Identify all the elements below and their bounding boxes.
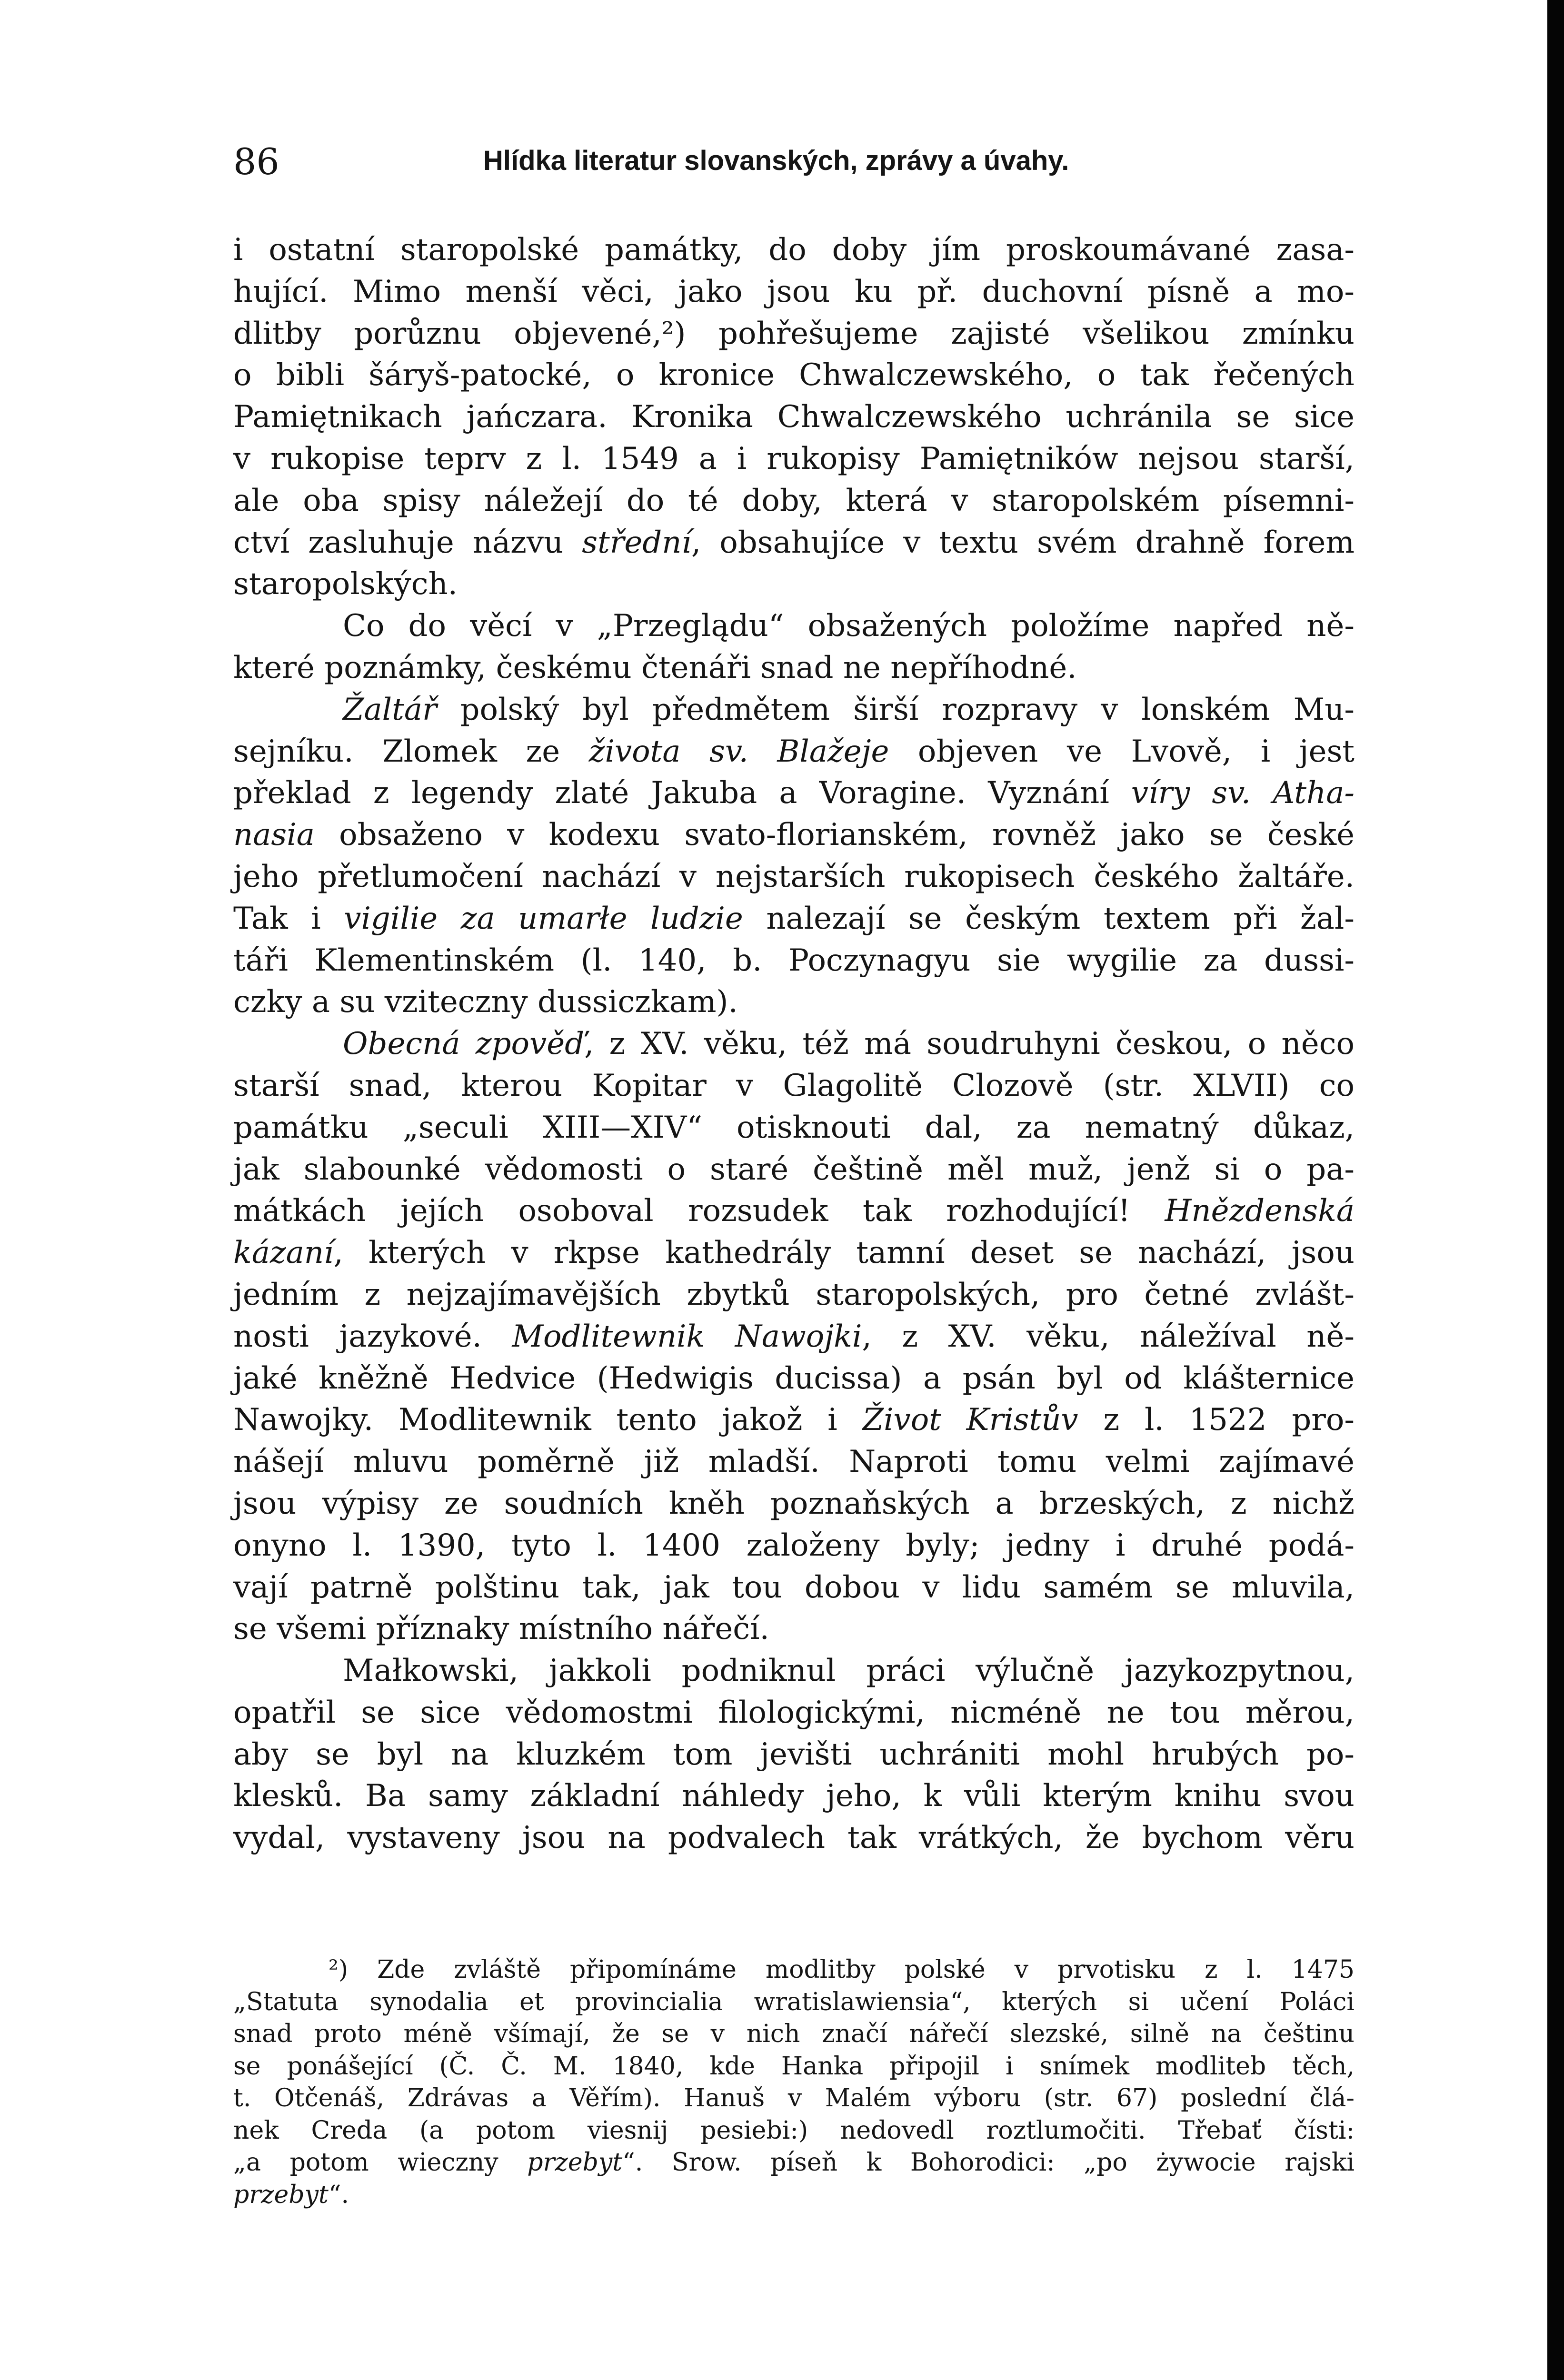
text-line	[233, 1023, 1355, 1065]
footnote-line	[233, 2051, 1355, 2083]
main-text	[233, 229, 1355, 1859]
text-line	[233, 313, 1355, 355]
text-line	[233, 1065, 1355, 1107]
text-line	[233, 1567, 1355, 1609]
text-segment: památku „seculi XIII—XIV“ otisknouti dal, za nematný důkaz,	[233, 1110, 1355, 1145]
text-segment: klesků. Ba samy základní náhledy jeho, k vůli kterým knihu svou	[233, 1778, 1355, 1814]
text-line	[233, 1608, 1355, 1650]
text-line	[233, 1692, 1355, 1734]
text-line	[233, 982, 1355, 1023]
text-segment: vají patrně polštinu tak, jak tou dobou v lidu samém se mluvila,	[233, 1569, 1355, 1605]
italic-text: nasia	[233, 817, 315, 853]
text-segment: staropolských.	[233, 566, 458, 602]
text-line	[233, 1358, 1355, 1400]
text-line	[233, 1650, 1355, 1692]
text-segment: o bibli šáryš-patocké, o kronice Chwalczewského, o tak řečených	[233, 357, 1355, 393]
text-segment: ale oba spisy náležejí do té doby, která v staropolském písemni-	[233, 483, 1355, 518]
text-segment: v rukopise teprv z l. 1549 a i rukopisy Pamiętników nejsou starší,	[233, 441, 1355, 476]
footnote-line	[233, 2018, 1355, 2051]
italic-text: Obecná zpověď	[343, 1026, 585, 1062]
text-segment: objeven ve Lvově, i jest	[889, 734, 1355, 769]
text-segment: sejníku. Zlomek ze	[233, 734, 589, 769]
text-segment: nek Creda (a potom viesnij pesiebi:) nedovedl roztlumočiti. Třebať čísti:	[233, 2116, 1355, 2145]
footnote-line	[233, 1986, 1355, 2019]
text-segment: jsou výpisy ze soudních kněh poznaňských a brzeských, z nichž	[233, 1486, 1355, 1521]
text-segment: starší snad, kterou Kopitar v Glagolitě Clozově (str. XLVII) co	[233, 1068, 1355, 1103]
text-segment: obsaženo v kodexu svato-florianském, rovněž jako se české	[314, 817, 1355, 853]
text-segment: dlitby porůznu objevené,²) pohřešujeme zajisté všelikou zmínku	[233, 316, 1355, 351]
italic-text: života sv. Blažeje	[588, 734, 889, 769]
text-line	[233, 814, 1355, 856]
text-segment: aby se byl na kluzkém tom jevišti uchrániti mohl hrubých po-	[233, 1736, 1355, 1772]
text-segment: které poznámky, českému čtenáři snad ne nepříhodné.	[233, 650, 1077, 685]
italic-text: Modlitewnik Nawojki	[512, 1319, 862, 1354]
page-number: 86	[233, 140, 279, 183]
text-segment: táři Klementinském (l. 140, b. Poczynagyu sie wygilie za dussi-	[233, 942, 1355, 978]
footnote-line	[233, 1954, 1355, 1986]
text-line	[233, 1734, 1355, 1776]
text-line	[233, 397, 1355, 438]
italic-text: Život Kristův	[862, 1402, 1078, 1438]
text-segment: „a potom wieczny	[233, 2148, 528, 2177]
text-segment: jak slabounké vědomosti o staré češtině měl muž, jenž si o pa-	[233, 1151, 1355, 1187]
text-line	[233, 438, 1355, 480]
text-line	[233, 480, 1355, 522]
text-line	[233, 898, 1355, 940]
italic-text: Žaltář	[343, 692, 437, 727]
text-segment: hující. Mimo menší věci, jako jsou ku př. duchovní písně a mo-	[233, 274, 1355, 309]
text-segment: “.	[328, 2180, 349, 2209]
text-line	[233, 1817, 1355, 1859]
text-line	[233, 1399, 1355, 1441]
text-segment: “. Srow. píseň k Bohorodici: „po żywocie rajski	[622, 2148, 1355, 2177]
text-segment: , obsahujíce v textu svém drahně forem	[691, 525, 1355, 560]
italic-text: przebyt	[527, 2148, 623, 2177]
text-segment: onyno l. 1390, tyto l. 1400 založeny byly; jedny i druhé podá-	[233, 1527, 1355, 1563]
text-segment: jeho přetlumočení nachází v nejstarších rukopisech českého žaltáře.	[233, 859, 1355, 894]
text-segment: , z XV. věku, náležíval ně-	[862, 1319, 1355, 1354]
text-line	[233, 1525, 1355, 1567]
text-segment: vydal, vystaveny jsou na podvalech tak vrátkých, že bychom věru	[233, 1820, 1355, 1856]
text-line	[233, 1274, 1355, 1316]
text-line	[233, 1775, 1355, 1817]
text-segment: překlad z legendy zlaté Jakuba a Voragine. Vyznání	[233, 775, 1131, 811]
text-segment: ctví zasluhuje názvu	[233, 525, 582, 560]
italic-text: střední	[582, 525, 691, 560]
text-line	[233, 731, 1355, 773]
text-segment: nášejí mluvu poměrně již mladší. Naproti tomu velmi zajímavé	[233, 1444, 1355, 1480]
text-line	[233, 1190, 1355, 1232]
text-segment: snad proto méně všímají, že se v nich značí nářečí slezské, silně na češtinu	[233, 2020, 1355, 2048]
text-segment: „Statuta synodalia et provincialia wratislawiensia“, kterých si učení Poláci	[233, 1987, 1355, 2016]
text-segment: nosti jazykové.	[233, 1319, 512, 1354]
running-title: Hlídka literatur slovanských, zprávy a úvahy.	[483, 145, 1069, 176]
text-segment: ²) Zde zvláště připomínáme modlitby polské v prvotisku z l. 1475	[329, 1955, 1355, 1984]
text-segment: , kterých v rkpse kathedrály tamní deset se nachází, jsou	[333, 1235, 1355, 1271]
text-line	[233, 689, 1355, 731]
text-line	[233, 1441, 1355, 1483]
text-segment: i ostatní staropolské památky, do doby jím proskoumávané zasa-	[233, 232, 1355, 268]
text-line	[233, 355, 1355, 397]
text-segment: czky a su vziteczny dussiczkam).	[233, 984, 738, 1020]
text-line	[233, 605, 1355, 647]
text-segment: t. Otčenáš, Zdrávas a Věřím). Hanuš v Malém výboru (str. 67) poslední člá-	[233, 2084, 1355, 2112]
text-segment: nalezají se českým textem při žal-	[743, 901, 1355, 936]
text-segment: mátkách jejích osoboval rozsudek tak rozhodující!	[233, 1193, 1165, 1229]
text-line	[233, 1232, 1355, 1274]
footnote	[233, 1954, 1355, 2211]
text-line	[233, 271, 1355, 313]
text-segment: Pamiętnikach jańczara. Kronika Chwalczewského uchránila se sice	[233, 399, 1355, 435]
text-segment: jaké kněžně Hedvice (Hedwigis ducissa) a psán byl od klášternice	[233, 1360, 1355, 1396]
text-line	[233, 647, 1355, 689]
text-line	[233, 940, 1355, 982]
text-line	[233, 1149, 1355, 1191]
text-line	[233, 1316, 1355, 1358]
text-segment: Małkowski, jakkoli podniknul práci výlučně jazykozpytnou,	[343, 1653, 1355, 1689]
text-line	[233, 1107, 1355, 1149]
text-segment: Tak i	[233, 901, 344, 936]
text-line	[233, 773, 1355, 814]
text-segment: , z XV. věku, též má soudruhyni českou, o něco	[584, 1026, 1355, 1062]
text-segment: Co do věcí v „Przeglądu“ obsažených položíme napřed ně-	[343, 608, 1355, 644]
text-line	[233, 564, 1355, 605]
text-line	[233, 522, 1355, 564]
footnote-line	[233, 2082, 1355, 2115]
text-segment: se všemi příznaky místního nářečí.	[233, 1611, 769, 1647]
italic-text: vigilie za umarłe ludzie	[344, 901, 743, 936]
italic-text: Hnězdenská	[1165, 1193, 1355, 1229]
text-segment: se ponášející (Č. Č. M. 1840, kde Hanka připojil i snímek modliteb těch,	[233, 2052, 1355, 2081]
text-line	[233, 856, 1355, 898]
footnote-line	[233, 2115, 1355, 2147]
page-header	[233, 138, 1185, 190]
text-segment: z l. 1522 pro-	[1078, 1402, 1355, 1438]
italic-text: víry sv. Atha-	[1131, 775, 1355, 811]
italic-text: przebyt	[233, 2180, 329, 2209]
italic-text: kázaní	[233, 1235, 334, 1271]
text-line	[233, 1483, 1355, 1525]
text-segment: jedním z nejzajímavějších zbytků staropolských, pro četné zvlášt-	[233, 1277, 1355, 1312]
text-segment: opatřil se sice vědomostmi filologickými, nicméně ne tou měrou,	[233, 1695, 1355, 1730]
scan-edge	[1547, 0, 1564, 2380]
text-segment: Nawojky. Modlitewnik tento jakož i	[233, 1402, 863, 1438]
footnote-line	[233, 2147, 1355, 2179]
footnote-line	[233, 2179, 1355, 2211]
text-segment: polský byl předmětem širší rozpravy v lonském Mu-	[437, 692, 1355, 727]
text-line	[233, 229, 1355, 271]
